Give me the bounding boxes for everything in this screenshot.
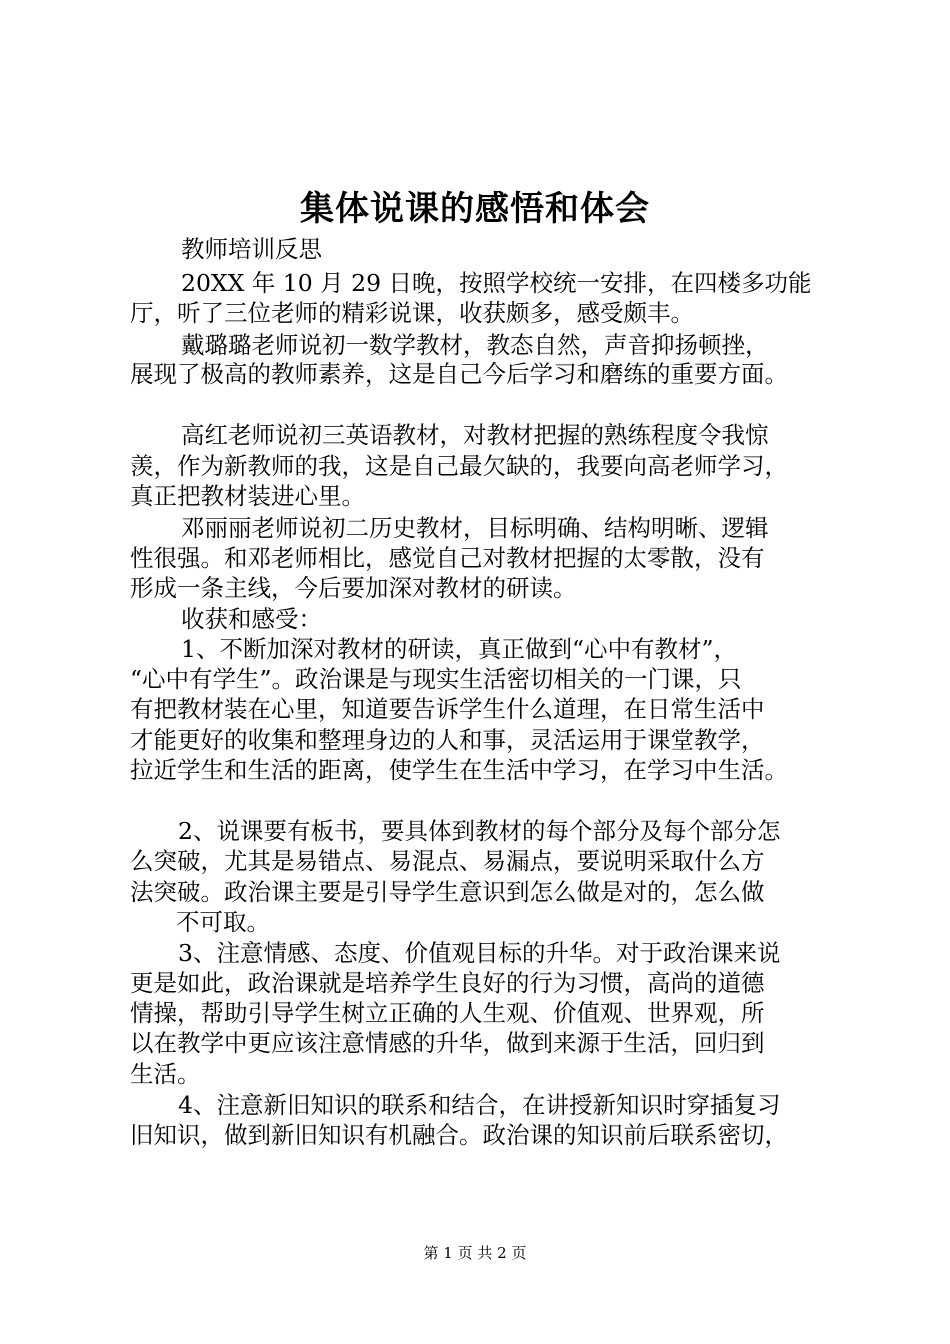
body-line: 真正把教材装进心里。 bbox=[130, 482, 365, 510]
body-line: 更是如此，政治课就是培养学生良好的行为习惯，高尚的道德 bbox=[130, 969, 765, 997]
body-line: 有把教材装在心里，知道要告诉学生什么道理，在日常生活中 bbox=[130, 695, 765, 723]
body-line: 厅，听了三位老师的精彩说课，收获颇多，感受颇丰。 bbox=[130, 299, 694, 327]
body-line: 20XX 年 10 月 29 日晚，按照学校统一安排，在四楼多功能 bbox=[181, 269, 812, 297]
body-line: 旧知识，做到新旧知识有机融合。政治课的知识前后联系密切， bbox=[130, 1121, 788, 1149]
body-line: 羡，作为新教师的我，这是自己最欠缺的，我要向高老师学习， bbox=[130, 452, 788, 480]
body-line: 形成一条主线，今后要加深对教材的研读。 bbox=[130, 574, 577, 602]
body-line: 戴璐璐老师说初一数学教材，教态自然，声音抑扬顿挫， bbox=[181, 331, 769, 359]
body-line: 3、注意情感、态度、价值观目标的升华。对于政治课来说 bbox=[178, 939, 781, 967]
body-line: 法突破。政治课主要是引导学生意识到怎么做是对的，怎么做 bbox=[130, 878, 765, 906]
body-line: 么突破，尤其是易错点、易混点、易漏点，要说明采取什么方 bbox=[130, 847, 765, 875]
body-line: 才能更好的收集和整理身边的人和事，灵活运用于课堂教学， bbox=[130, 726, 765, 754]
body-line: 不可取。 bbox=[176, 908, 270, 936]
body-line: 高红老师说初三英语教材，对教材把握的熟练程度令我惊 bbox=[181, 421, 769, 449]
body-line: 以在教学中更应该注意情感的升华，做到来源于生活，回归到 bbox=[130, 1029, 765, 1057]
body-line: 生活。 bbox=[130, 1060, 201, 1088]
page-footer: 第 1 页 共 2 页 bbox=[423, 1244, 527, 1262]
body-line: “心中有学生”。政治课是与现实生活密切相关的一门课，只 bbox=[130, 665, 742, 693]
body-line: 展现了极高的教师素养，这是自己今后学习和磨练的重要方面。 bbox=[130, 360, 788, 388]
body-line: 情操，帮助引导学生树立正确的人生观、价值观、世界观，所 bbox=[130, 999, 765, 1027]
body-line: 拉近学生和生活的距离，使学生在生活中学习，在学习中生活。 bbox=[130, 756, 788, 784]
page-title: 集体说课的感悟和体会 bbox=[300, 189, 650, 229]
subtitle-line: 教师培训反思 bbox=[181, 235, 322, 263]
body-line: 4、注意新旧知识的联系和结合，在讲授新知识时穿插复习 bbox=[178, 1091, 781, 1119]
body-line: 邓丽丽老师说初二历史教材，目标明确、结构明晰、逻辑 bbox=[181, 514, 769, 542]
body-line: 收获和感受： bbox=[181, 605, 322, 633]
body-line: 2、说课要有板书，要具体到教材的每个部分及每个部分怎 bbox=[178, 817, 781, 845]
body-line: 性很强。和邓老师相比，感觉自己对教材把握的太零散，没有 bbox=[130, 544, 765, 572]
body-line: 1、不断加深对教材的研读，真正做到“心中有教材”， bbox=[181, 635, 737, 663]
